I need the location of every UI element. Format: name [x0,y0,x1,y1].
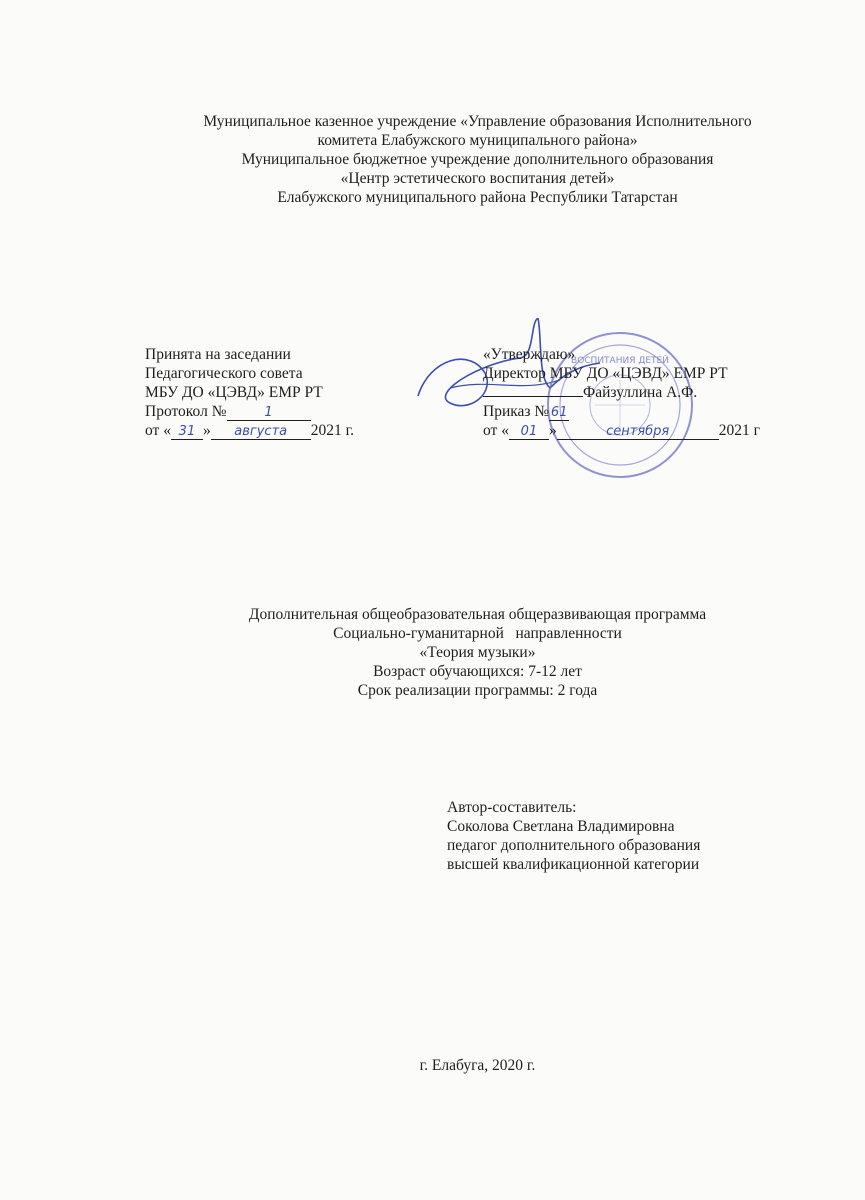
protocol-label: Протокол № [145,403,227,420]
director-name: Файзуллина А.Ф. [583,384,698,401]
author-block [447,798,700,874]
city-year: г. Елабуга, 2020 г. [419,1057,536,1074]
header-line-5: Елабужского муниципального района Республики Татарстан [277,189,678,206]
header-line-3: Муниципальное бюджетное учреждение дополнительного образования [241,151,714,168]
council-line-3: МБУ ДО «ЦЭВД» ЕМР РТ [145,384,323,401]
date-quote: » [548,422,557,439]
order-label: Приказ № [483,403,550,420]
stamp-text: ВОСПИТАНИЯ ДЕТЕЙ [571,356,669,366]
director-date-line [483,421,760,440]
date-year: 2021 г [718,422,760,439]
director-title: Директор МБУ ДО «ЦЭВД» ЕМР РТ [483,365,728,382]
institution-header [0,112,865,207]
date-day-handwritten: 31 [171,424,203,440]
date-month-handwritten: августа [211,424,311,440]
author-label: Автор-составитель: [447,799,577,816]
director-name-line [483,383,760,402]
author-position: педагог дополнительного образования [447,837,701,854]
order-line [483,402,760,421]
author-name: Соколова Светлана Владимировна [447,818,675,835]
date-quote: » [202,422,211,439]
date-month-handwritten: сентября [557,424,719,440]
date-year: 2021 г. [310,422,355,439]
author-category: высшей квалификационной категории [447,856,700,873]
council-line-2: Педагогического совета [145,365,303,382]
council-approval-block [145,345,354,440]
signature-blank [483,396,583,397]
program-duration: Срок реализации программы: 2 года [357,682,598,699]
protocol-line [145,402,354,421]
header-line-1: Муниципальное казенное учреждение «Управление образования Исполнительного [203,113,752,130]
student-age: Возраст обучающихся: 7-12 лет [373,663,582,680]
approve-line: «Утверждаю» [483,346,576,363]
program-direction: Социально-гуманитарной направленности [333,625,622,642]
program-name: «Теория музыки» [419,644,536,661]
protocol-number-handwritten: 1 [227,405,311,421]
order-number-handwritten: 61 [550,405,568,420]
director-approval-block [483,345,760,440]
header-line-4: «Центр эстетического воспитания детей» [340,170,615,187]
council-line-1: Принята на заседании [145,346,291,363]
program-title-block [0,605,865,700]
program-type: Дополнительная общеобразовательная общеразвивающая программа [248,606,707,623]
header-line-2: комитета Елабужского муниципального района» [317,132,638,149]
date-prefix: от « [145,422,171,439]
council-date-line [145,421,354,440]
date-prefix: от « [483,422,509,439]
date-day-handwritten: 01 [509,424,549,440]
